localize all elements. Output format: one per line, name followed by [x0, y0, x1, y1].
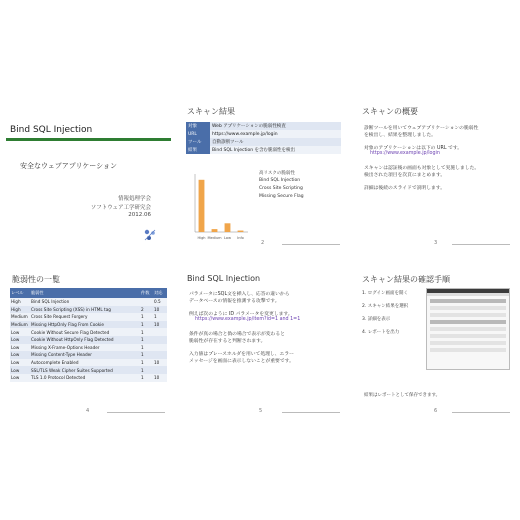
chart-bar	[225, 223, 231, 232]
body-text: スキャンは認証後の画面も対象として実施しました。	[364, 166, 480, 171]
table-cell: 1	[140, 351, 153, 359]
table-cell: 1	[140, 328, 153, 336]
slide-caption: 結果はレポートとして保存できます。	[364, 393, 441, 398]
table-header-row	[10, 288, 167, 298]
procedure-step: 3. 詳細を表示	[362, 317, 391, 322]
table-body	[10, 298, 167, 382]
table-cell: Cross Site Scripting (XSS) in HTML tag	[30, 306, 140, 314]
table-cell: Cookie Without HttpOnly Flag Detected	[30, 336, 140, 344]
table-row	[186, 146, 341, 154]
footer-line	[107, 412, 165, 413]
table-row	[10, 359, 167, 367]
table-cell: Low	[10, 351, 30, 359]
table-cell: 1	[140, 374, 153, 382]
chart-note: Cross Site Scripting	[259, 186, 303, 191]
table-row	[10, 336, 167, 344]
table-cell: 0.5	[153, 298, 167, 306]
chart-tick-label: Medium	[207, 236, 222, 240]
chart-tick-label: Low	[224, 236, 231, 240]
table-row	[186, 122, 341, 130]
table-cell: Cross Site Request Forgery	[30, 313, 140, 321]
table-cell: SSL/TLS Weak Cipher Suites Supported	[30, 366, 140, 374]
table-cell: Medium	[10, 321, 30, 329]
table-row	[10, 306, 167, 314]
url-link[interactable]: https://www.example.jp/login	[370, 151, 440, 156]
table-value: https://www.example.jp/login	[210, 130, 341, 138]
body-text: パラメータにSQL文を挿入し、応答の違いから	[189, 292, 290, 297]
table-row	[10, 351, 167, 359]
table-cell: 1	[140, 321, 153, 329]
vulnerability-table	[10, 288, 167, 382]
footer-line	[452, 244, 510, 245]
column-header: レベル	[10, 288, 30, 298]
table-cell: Missing X-Frame-Options Header	[30, 344, 140, 352]
table-row	[10, 366, 167, 374]
body-text: 条件が真の場合と偽の場合で表示が変わると	[189, 332, 285, 337]
table-cell: 1	[140, 313, 153, 321]
table-cell: High	[10, 306, 30, 314]
footer-line	[282, 412, 340, 413]
chart-bar	[238, 231, 244, 232]
slide-5-thumbnail[interactable]	[181, 268, 346, 418]
page-number: 3	[434, 240, 438, 246]
table-cell: 2	[140, 306, 153, 314]
slide-1-subtitle: 安全なウェブアプリケーション	[20, 162, 118, 170]
body-text: 診断ツールを用いてウェブアプリケーションの脆弱性	[364, 126, 479, 131]
table-cell	[153, 351, 167, 359]
body-text: 検出された項目を次頁にまとめます。	[364, 173, 446, 178]
column-header: 対応	[153, 288, 167, 298]
page-number: 5	[259, 408, 263, 414]
page-number: 6	[434, 408, 438, 414]
table-key: URL	[186, 130, 210, 138]
table-cell: Missing Content-Type Header	[30, 351, 140, 359]
column-header: 件数	[140, 288, 153, 298]
body-text: 詳細は後続のスライドで説明します。	[364, 186, 446, 191]
vulnerability-bar-chart	[187, 170, 249, 242]
screenshot-row	[430, 327, 506, 331]
body-text: を検出し、結果を整理しました。	[364, 133, 436, 138]
page-number: 2	[261, 240, 265, 246]
table-row	[186, 138, 341, 146]
page-number: 4	[86, 408, 90, 414]
chart-note: Bind SQL Injection	[259, 178, 301, 183]
table-row	[10, 321, 167, 329]
footer-line	[452, 412, 510, 413]
table-cell	[153, 366, 167, 374]
table-cell: TLS 1.0 Protocol Detected	[30, 374, 140, 382]
affiliation-line: 情報処理学会	[117, 196, 151, 202]
chart-bar	[212, 229, 218, 232]
affiliation-line: 2012.06	[128, 212, 151, 218]
body-text: 入力値はプレースホルダを用いて処理し、エラー	[189, 352, 294, 357]
slide-2-thumbnail[interactable]	[181, 100, 346, 250]
screenshot-row	[430, 320, 506, 324]
body-text: データベースの情報を推測する攻撃です。	[189, 299, 280, 304]
chart-bar	[199, 180, 205, 232]
table-cell: 10	[153, 306, 167, 314]
chart-note: Missing Secure Flag	[259, 194, 304, 199]
body-text: 対象のアプリケーションは以下の URL です。	[364, 146, 463, 151]
table-cell: Low	[10, 366, 30, 374]
slide-5-title: Bind SQL Injection	[187, 274, 261, 283]
table-cell: Medium	[10, 313, 30, 321]
title-divider	[6, 138, 171, 141]
scan-info-table	[186, 122, 341, 154]
screenshot-row	[430, 313, 506, 317]
table-cell: Low	[10, 344, 30, 352]
slide-2-title: スキャン結果	[187, 107, 235, 116]
organization-logo-icon	[143, 228, 157, 242]
embedded-screenshot	[426, 288, 510, 370]
table-cell: Bind SQL Injection	[30, 298, 140, 306]
table-cell: Autocomplete Enabled	[30, 359, 140, 367]
table-cell: 10	[153, 374, 167, 382]
table-key: 対象	[186, 122, 210, 130]
slide-3-thumbnail[interactable]	[356, 100, 516, 250]
chart-tick-label: High	[197, 236, 206, 240]
table-cell	[153, 336, 167, 344]
affiliation-line: ソフトウェア工学研究会	[90, 205, 151, 211]
slide-1-thumbnail[interactable]	[6, 100, 171, 250]
table-value: Web アプリケーションの脆弱性検査	[210, 122, 341, 130]
table-cell: High	[10, 298, 30, 306]
chart-tick-label: Info	[237, 236, 244, 240]
screenshot-row	[430, 306, 506, 310]
table-cell	[140, 298, 153, 306]
screenshot-row	[430, 348, 506, 352]
table-row	[10, 328, 167, 336]
table-cell: Low	[10, 359, 30, 367]
table-cell: 1	[140, 336, 153, 344]
table-cell: Missing HttpOnly Flag From Cookie	[30, 321, 140, 329]
table-key: 結果	[186, 146, 210, 154]
table-cell: Low	[10, 374, 30, 382]
footer-line	[282, 244, 340, 245]
table-cell: 10	[153, 321, 167, 329]
procedure-step: 4. レポートを出力	[362, 330, 400, 335]
screenshot-row	[430, 334, 506, 338]
table-cell: 10	[153, 359, 167, 367]
table-cell: 1	[140, 344, 153, 352]
table-row	[186, 130, 341, 138]
table-cell: 1	[140, 366, 153, 374]
slide-4-title: 脆弱性の一覧	[12, 275, 60, 284]
table-key: ツール	[186, 138, 210, 146]
slide-4-thumbnail[interactable]	[6, 268, 171, 418]
procedure-steps	[362, 290, 422, 342]
screenshot-row	[430, 299, 506, 303]
slide-6-title: スキャン結果の確認手順	[362, 275, 450, 284]
table-cell	[153, 344, 167, 352]
chart-note: 高リスクの脆弱性	[259, 171, 295, 176]
slide-1-title: Bind SQL Injection	[10, 125, 93, 135]
procedure-step: 1. ログイン画面を開く	[362, 291, 408, 296]
procedure-step: 2. スキャン結果を選択	[362, 304, 409, 309]
table-cell: 1	[153, 313, 167, 321]
table-row	[10, 374, 167, 382]
table-row	[10, 344, 167, 352]
table-cell	[153, 328, 167, 336]
body-text: メッセージを画面に表示しないことが重要です。	[189, 359, 294, 364]
table-cell: Low	[10, 328, 30, 336]
table-cell: Cookie Without Secure Flag Detected	[30, 328, 140, 336]
body-text: 脆弱性が存在すると判断されます。	[189, 339, 266, 344]
table-value: 自動診断ツール	[210, 138, 341, 146]
screenshot-toolbar	[427, 293, 509, 296]
screenshot-row	[430, 341, 506, 345]
table-cell: 1	[140, 359, 153, 367]
table-cell: Low	[10, 336, 30, 344]
body-text: 例えば次のように ID パラメータを変更します。	[189, 312, 293, 317]
slide-3-title: スキャンの概要	[362, 107, 418, 116]
table-row	[10, 313, 167, 321]
url-link[interactable]: https://www.example.jp/item?id=1 and 1=1	[195, 317, 301, 322]
table-value: Bind SQL Injection を含む脆弱性を検出	[210, 146, 341, 154]
table-row	[10, 298, 167, 306]
slide-6-thumbnail[interactable]	[356, 268, 516, 418]
column-header: 脆弱性	[30, 288, 140, 298]
